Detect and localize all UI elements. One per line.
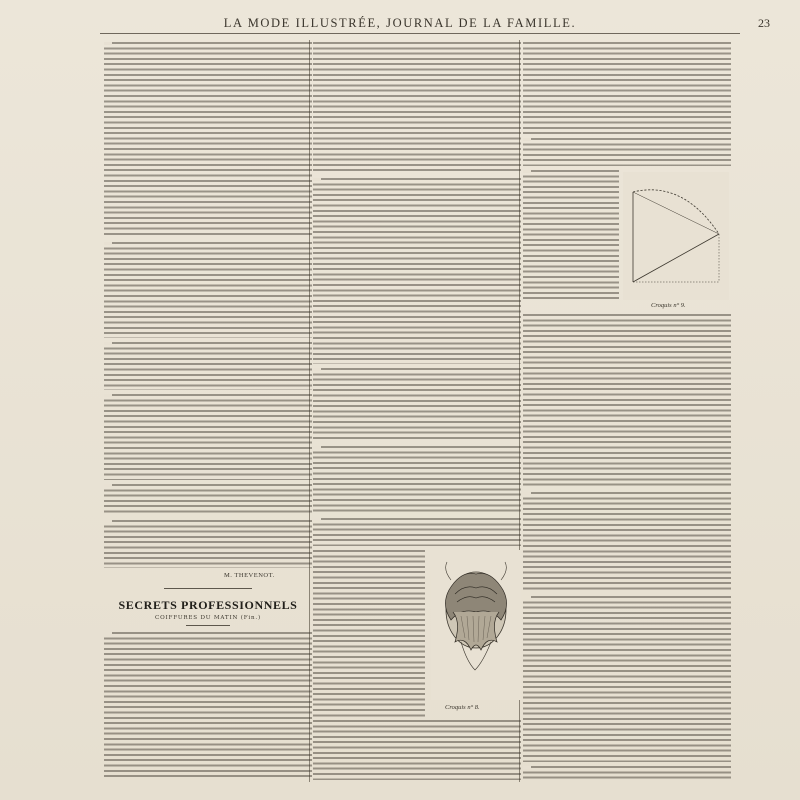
figure-8-caption: Croquis n° 8. (445, 704, 480, 711)
paragraph (104, 484, 312, 516)
figure-8-illustration (431, 550, 521, 700)
section-divider (164, 588, 252, 589)
paragraph (313, 42, 521, 174)
column-3 (523, 40, 731, 782)
header-rule (100, 33, 740, 34)
paragraph (313, 550, 425, 718)
paragraph (104, 42, 312, 238)
section-title: SECRETS PROFESSIONNELS (118, 598, 298, 612)
page-number: 23 (758, 16, 770, 30)
running-header: LA MODE ILLUSTRÉE, JOURNAL DE LA FAMILLE. (223, 16, 577, 30)
figure-9-diagram (623, 172, 729, 300)
paragraph (104, 242, 312, 338)
paragraph (523, 42, 731, 134)
column-1 (104, 40, 312, 782)
paragraph (523, 596, 731, 762)
paragraph (313, 446, 521, 514)
paragraph (523, 170, 619, 300)
author-signature: M. THEVENOT. (224, 572, 275, 579)
paragraph (104, 394, 312, 480)
paragraph (523, 314, 731, 488)
paragraph (313, 720, 521, 780)
paragraph (104, 632, 312, 780)
paragraph (313, 178, 521, 364)
paragraph (523, 138, 731, 166)
figure-9-caption: Croquis n° 9. (651, 302, 686, 309)
section-subtitle: COIFFURES DU MATIN (Fin.) (155, 615, 261, 621)
paragraph (104, 520, 312, 568)
paragraph (523, 492, 731, 592)
paragraph (523, 766, 731, 780)
paragraph (104, 342, 312, 390)
paragraph (313, 368, 521, 442)
column-2 (313, 40, 521, 782)
paragraph (313, 518, 521, 546)
section-divider (186, 625, 230, 626)
